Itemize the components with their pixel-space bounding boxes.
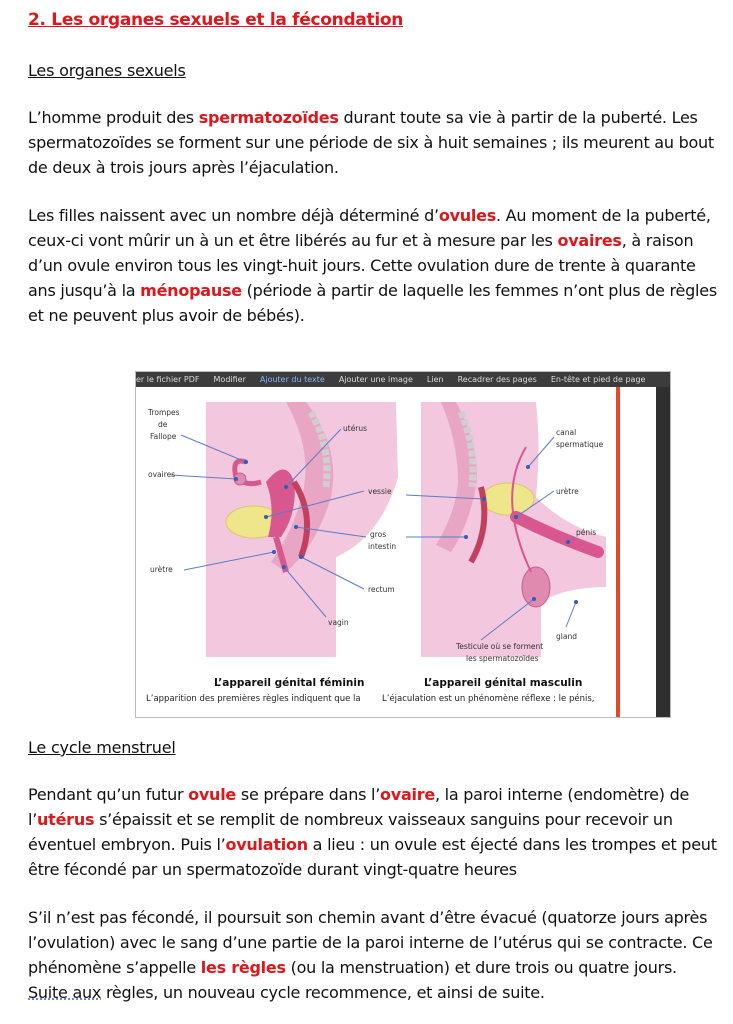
- label-ovaires: ovaires: [148, 470, 176, 479]
- spellcheck-underline: Suite aux: [28, 983, 102, 1002]
- paragraph-cycle: Pendant qu’un futur ovule se prépare dans l’ovaire, la paroi interne (endomètre) de l’utérus s’épaissit et se remplit de nombreux vaisseaux sanguins pour recevoir un éventuel embryon. Puis l’ovulation a lieu : un ovule est éjecté dans les trompes et peut être fécondé par un spermatozoïde durant vingt-quatre heures: [28, 785, 717, 879]
- pdf-sidebar: [656, 387, 670, 717]
- keyword-ovulation: ovulation: [225, 835, 308, 854]
- keyword-ovaires: ovaires: [557, 231, 622, 250]
- paragraph-regles: S’il n’est pas fécondé, il poursuit son chemin avant d’être évacué (quatorze jours après l’ovulation) avec le sang d’une partie de la paroi interne de l’utérus qui se contracte. Ce phénomène s’appelle les règles (ou la menstruation) et dure trois ou quatre jours. Suite aux règles, un nouveau cycle recommence, et ainsi de suite.: [28, 908, 713, 1002]
- anatomy-diagram: [136, 387, 616, 677]
- label-uretre-f: urètre: [150, 565, 173, 574]
- label-canal: canal: [556, 428, 577, 437]
- section-heading-cycle: Le cycle menstruel: [28, 738, 176, 757]
- label-uterus: utérus: [343, 424, 368, 433]
- label-vessie: vessie: [368, 487, 392, 496]
- section-heading-organes: Les organes sexuels: [28, 61, 186, 80]
- caption-male-title: L’appareil génital masculin: [424, 677, 583, 689]
- caption-male-text: L’éjaculation est un phénomène réflexe : le pénis,: [382, 694, 595, 704]
- keyword-ovule: ovule: [188, 785, 237, 804]
- caption-female-title: L’appareil génital féminin: [214, 677, 365, 689]
- keyword-uterus: utérus: [37, 810, 95, 829]
- label-trompes: Trompes: [148, 408, 180, 417]
- svg-text:intestin: intestin: [368, 542, 397, 551]
- keyword-ovaire: ovaire: [380, 785, 435, 804]
- keyword-regles: les règles: [200, 958, 286, 977]
- label-gland: gland: [556, 632, 577, 641]
- page-title: 2. Les organes sexuels et la fécondation: [28, 10, 404, 30]
- caption-female-text: L’apparition des premières règles indiquent que la: [146, 694, 361, 704]
- label-vagin: vagin: [328, 618, 349, 627]
- label-gros-intestin: gros: [370, 530, 387, 539]
- label-testicule: Testicule où se forment: [456, 642, 544, 651]
- label-rectum: rectum: [368, 585, 395, 594]
- keyword-menopause: ménopause: [140, 281, 242, 300]
- testicle-shape: [522, 567, 550, 607]
- svg-text:Fallope: Fallope: [150, 432, 177, 441]
- label-uretre-m: urètre: [556, 487, 579, 496]
- svg-text:spermatique: spermatique: [556, 440, 604, 449]
- svg-text:de: de: [158, 420, 168, 429]
- label-penis: pénis: [576, 528, 597, 537]
- anatomy-figure: [135, 371, 671, 718]
- keyword-ovules: ovules: [438, 206, 496, 225]
- paragraph-filles: Les filles naissent avec un nombre déjà déterminé d’ovules. Au moment de la puberté, ceux-ci vont mûrir un à un et être libérés au fur et à mesure par les ovaires, à raison d’un ovule environ tous les vingt-huit jours. Cette ovulation dure de trente à quarante ans jusqu’à la ménopause (période à partir de laquelle les femmes n’ont plus de règles et ne peuvent plus avoir de bébés).: [28, 206, 717, 325]
- keyword-spermatozoides: spermatozoïdes: [198, 108, 339, 127]
- svg-text:les spermatozoïdes: les spermatozoïdes: [466, 654, 539, 663]
- pdf-toolbar: er le fichier PDF Modifier Ajouter du texte Ajouter une image Lien Recadrer des pages En-tête et pied de page: [136, 372, 670, 387]
- red-border-line: [616, 387, 620, 717]
- paragraph-homme: L’homme produit des spermatozoïdes durant toute sa vie à partir de la puberté. Les spermatozoïdes se forment sur une période de six à huit semaines ; ils meurent au bout de deux à trois jours après l’éjaculation.: [28, 108, 714, 177]
